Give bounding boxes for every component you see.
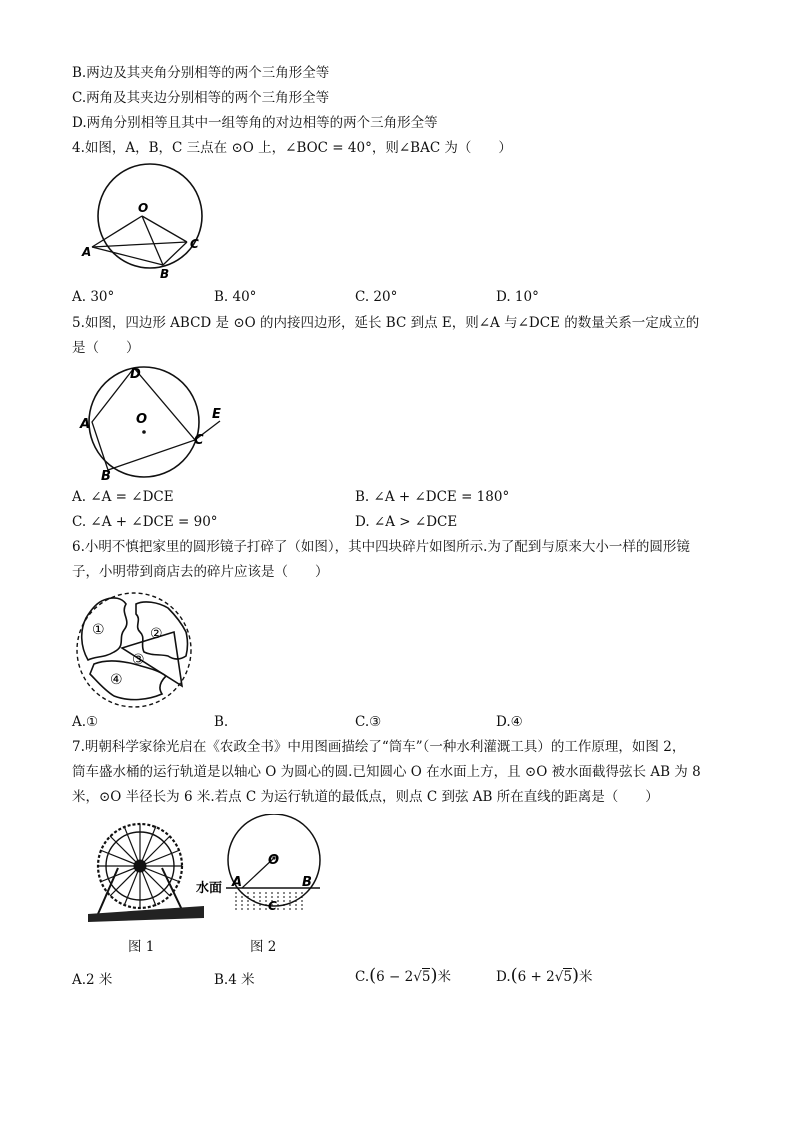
q3-option-b: B.两边及其夹角分别相等的两个三角形全等 xyxy=(72,65,330,81)
q6-stem-line2: 子，小明带到商店去的碎片应该是（ ） xyxy=(72,564,329,580)
q7-option-d-radicand: 5 xyxy=(563,969,572,985)
q7-option-c-rparen: ) xyxy=(430,965,438,986)
q7-label-water: 水面 xyxy=(196,881,223,896)
q6-label-3: ③ xyxy=(132,652,145,668)
q7-label-c: C xyxy=(268,899,277,913)
q6-label-4: ④ xyxy=(110,672,123,688)
q7-option-c-unit: 米 xyxy=(437,969,451,985)
q5-option-d: D. ∠A > ∠DCE xyxy=(355,514,458,530)
q7-option-d-expr: 6 + 2 xyxy=(517,969,555,985)
q6-stem-line1: 6.小明不慎把家里的圆形镜子打碎了（如图），其中四块碎片如图所示.为了配到与原来大小一样的圆形镜 xyxy=(72,539,690,555)
q7-figure1-water-wheel xyxy=(88,818,206,924)
q4-option-c: C. 20° xyxy=(355,289,398,305)
q3-option-c: C.两角及其夹边分别相等的两个三角形全等 xyxy=(72,90,330,106)
q5-stem-line1: 5.如图，四边形 ABCD 是 ⊙O 的内接四边形，延长 BC 到点 E，则∠A 与∠DCE 的数量关系一定成立的 xyxy=(72,315,700,331)
q4-label-b: B xyxy=(160,267,170,281)
q7-figure2-caption: 图 2 xyxy=(250,939,277,955)
q7-option-c-prefix: C. xyxy=(355,969,370,985)
q4-option-b: B. 40° xyxy=(214,289,257,305)
q7-option-d xyxy=(496,966,592,987)
q7-option-a: A.2 米 xyxy=(72,972,113,988)
q5-stem-line2: 是（ ） xyxy=(72,340,140,356)
q4-label-c: C xyxy=(190,237,199,251)
q6-option-c: C.③ xyxy=(355,714,382,730)
q7-label-o: O xyxy=(268,853,280,868)
q6-option-d: D.④ xyxy=(496,714,523,730)
q5-label-b: B xyxy=(101,469,111,484)
q5-figure xyxy=(78,362,228,484)
sqrt-icon: √ xyxy=(413,969,422,985)
q6-label-2: ② xyxy=(150,626,163,642)
q7-figure2-diagram xyxy=(196,814,326,924)
q4-label-a: A xyxy=(82,245,92,259)
q4-label-o: O xyxy=(138,201,149,215)
q3-option-d: D.两角分别相等且其中一组等角的对边相等的两个三角形全等 xyxy=(72,115,438,131)
q7-option-b: B.4 米 xyxy=(214,972,255,988)
q5-label-d: D xyxy=(130,367,141,382)
q7-stem-line3: 米，⊙O 半径长为 6 米.若点 C 为运行轨道的最低点，则点 C 到弦 AB 所在直线的距离是（ ） xyxy=(72,789,659,805)
q4-figure xyxy=(80,162,220,282)
q6-label-1: ① xyxy=(92,622,105,638)
q7-option-c xyxy=(355,966,451,987)
q4-stem: 4.如图，A，B，C 三点在 ⊙O 上，∠BOC = 40°，则∠BAC 为（ ） xyxy=(72,140,512,156)
q7-stem-line1: 7.明朝科学家徐光启在《农政全书》中用图画描绘了“筒车”（一种水利灌溉工具）的工作原理，如图 2， xyxy=(72,739,686,755)
q7-figure1-caption: 图 1 xyxy=(128,939,155,955)
q7-label-a: A xyxy=(232,875,243,890)
q7-option-c-expr: 6 − 2 xyxy=(376,969,414,985)
q6-option-a: A.① xyxy=(72,714,99,730)
q4-option-a: A. 30° xyxy=(72,289,115,305)
q5-label-c: C xyxy=(194,433,204,448)
q6-option-b: B. xyxy=(214,714,229,730)
q5-option-a: A. ∠A = ∠DCE xyxy=(72,489,174,505)
q5-label-o: O xyxy=(136,412,148,427)
q5-label-e: E xyxy=(212,407,221,422)
q4-option-d: D. 10° xyxy=(496,289,539,305)
q6-figure xyxy=(74,590,196,712)
q7-option-c-lparen: ( xyxy=(369,965,377,986)
q5-label-a: A xyxy=(80,417,91,432)
q7-option-d-lparen: ( xyxy=(510,965,518,986)
q5-option-c: C. ∠A + ∠DCE = 90° xyxy=(72,514,218,530)
q7-option-d-rparen: ) xyxy=(571,965,579,986)
q7-label-b: B xyxy=(302,875,312,890)
q7-option-d-unit: 米 xyxy=(578,969,593,985)
q7-option-c-radicand: 5 xyxy=(421,969,431,985)
q5-option-b: B. ∠A + ∠DCE = 180° xyxy=(355,489,510,505)
sqrt-icon: √ xyxy=(554,969,564,985)
q7-stem-line2: 筒车盛水桶的运行轨道是以轴心 O 为圆心的圆.已知圆心 O 在水面上方，且 ⊙O 被水面截得弦长 AB 为 8 xyxy=(72,764,701,780)
q7-option-d-prefix: D. xyxy=(496,969,511,985)
